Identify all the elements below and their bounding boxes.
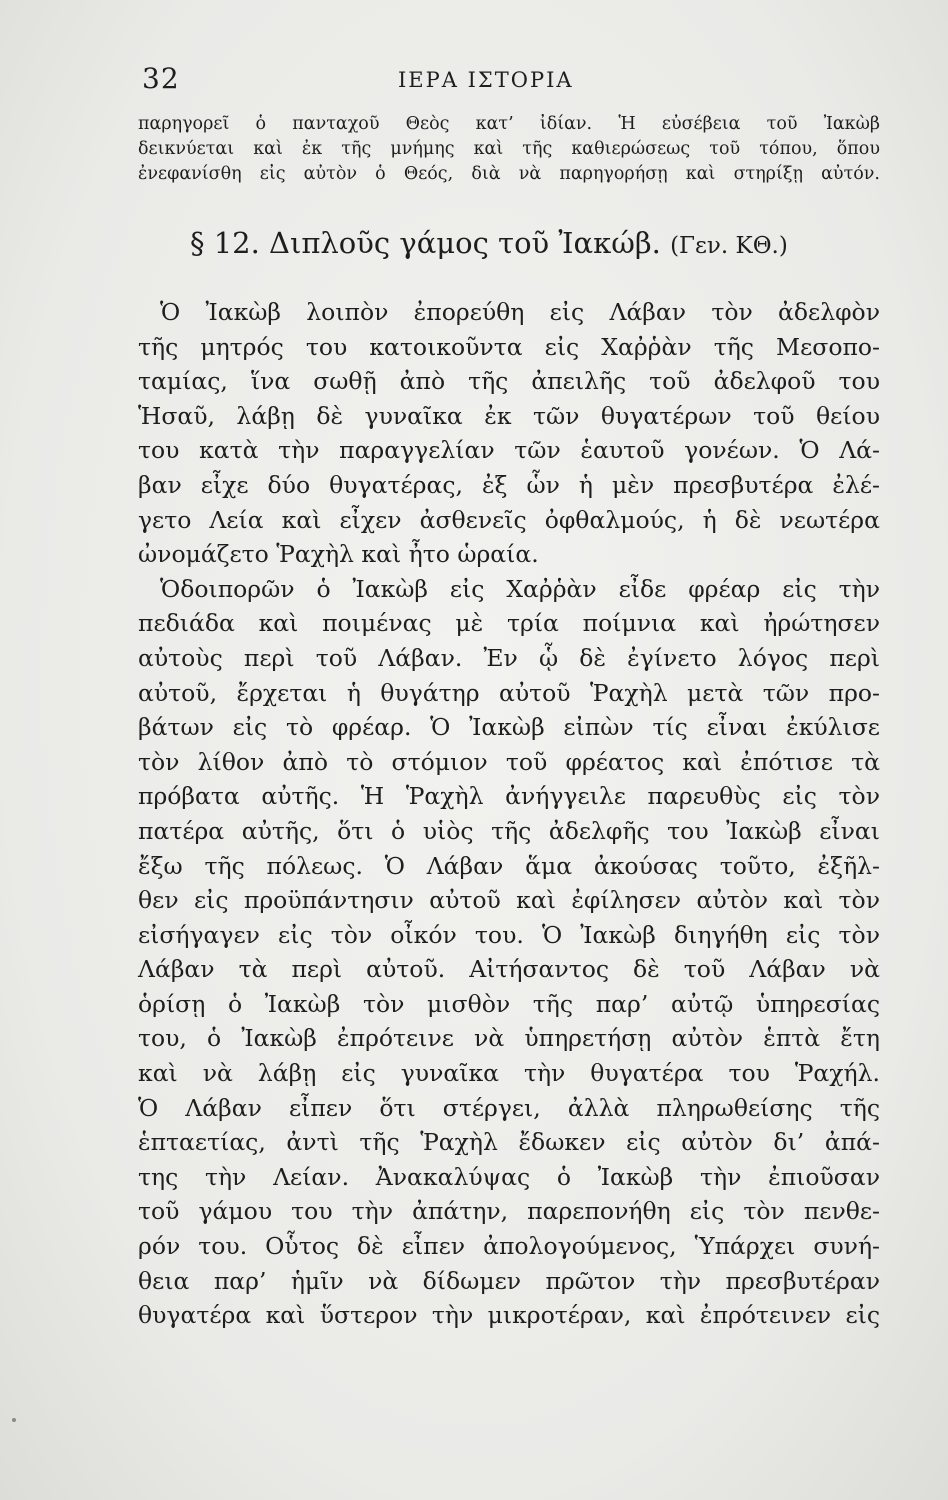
text-line: αὐτοὺς περὶ τοῦ Λάβαν. Ἐν ᾧ δὲ ἐγίνετο λόγος περὶ — [138, 643, 880, 672]
intro-line: ἐνεφανίσθη εἰς αὐτὸν ὁ Θεός, διὰ νὰ παρηγορήσῃ καὶ στηρίξῃ αὐτόν. — [138, 164, 880, 184]
text-line: Ὁ Λάβαν εἶπεν ὅτι στέργει, ἀλλὰ πληρωθείσης τῆς — [138, 1093, 880, 1122]
text-line: αὐτοῦ, ἔρχεται ἡ θυγάτηρ αὐτοῦ Ῥαχὴλ μετὰ τῶν προ- — [138, 678, 880, 707]
text-line: Ὁ Ἰακὼβ λοιπὸν ἐπορεύθη εἰς Λάβαν τὸν ἀδελφὸν — [160, 298, 880, 326]
text-line: ρόν του. Οὗτος δὲ εἶπεν ἀπολογούμενος, Ὑπάρχει συνή- — [138, 1232, 880, 1261]
page-header — [138, 62, 878, 102]
section-title: § 12. Διπλοῦς γάμος τοῦ Ἰακώβ. — [190, 226, 661, 260]
text-line: θεν εἰς προϋπάντησιν αὐτοῦ καὶ ἐφίλησεν αὐτὸν καὶ τὸν — [138, 886, 880, 915]
text-line: Λάβαν τὰ περὶ αὐτοῦ. Αἰτήσαντος δὲ τοῦ Λάβαν νὰ — [138, 955, 880, 984]
paper-speck — [12, 1418, 16, 1422]
section-reference: (Γεν. ΚΘ.) — [670, 233, 788, 259]
body-text — [138, 295, 880, 1333]
text-line: ὁρίσῃ ὁ Ἰακὼβ τὸν μισθὸν τῆς παρ’ αὐτῷ ὑπηρεσίας — [138, 989, 880, 1018]
page-number: 32 — [142, 62, 180, 95]
text-line: τὸν λίθον ἀπὸ τὸ στόμιον τοῦ φρέατος καὶ ἐπότισε τὰ — [138, 747, 880, 776]
intro-line: παρηγορεῖ ὁ πανταχοῦ Θεὸς κατ’ ἰδίαν. Ἡ εὐσέβεια τοῦ Ἰακὼβ — [138, 114, 880, 134]
intro-paragraph — [138, 112, 880, 187]
text-line: πατέρα αὐτῆς, ὅτι ὁ υἱὸς τῆς ἀδελφῆς του Ἰακὼβ εἶναι — [138, 816, 880, 845]
text-line: ἑπταετίας, ἀντὶ τῆς Ῥαχὴλ ἔδωκεν εἰς αὐτὸν δι’ ἀπά- — [138, 1128, 880, 1157]
text-line: καὶ νὰ λάβῃ εἰς γυναῖκα τὴν θυγατέρα του Ῥαχήλ. — [138, 1059, 880, 1088]
text-line: βάτων εἰς τὸ φρέαρ. Ὁ Ἰακὼβ εἰπὼν τίς εἶναι ἐκύλισε — [138, 713, 880, 742]
text-line: Ἡσαῦ, λάβῃ δὲ γυναῖκα ἐκ τῶν θυγατέρων τοῦ θείου — [138, 401, 880, 430]
text-line: τῆς μητρός του κατοικοῦντα εἰς Χαῤῥὰν τῆς Μεσοπο- — [138, 332, 880, 361]
intro-line: δεικνύεται καὶ ἐκ τῆς μνήμης καὶ τῆς καθιερώσεως τοῦ τόπου, ὅπου — [138, 139, 880, 159]
text-line: εἰσήγαγεν εἰς τὸν οἶκόν του. Ὁ Ἰακὼβ διηγήθη εἰς τὸν — [138, 920, 880, 949]
text-line: του κατὰ τὴν παραγγελίαν τῶν ἑαυτοῦ γονέων. Ὁ Λά- — [138, 436, 880, 465]
text-line: της τὴν Λείαν. Ἀνακαλύψας ὁ Ἰακὼβ τὴν ἐπιοῦσαν — [138, 1162, 880, 1191]
text-line: ὠνομάζετο Ῥαχὴλ καὶ ἦτο ὡραία. — [138, 540, 539, 569]
text-line: ταμίας, ἵνα σωθῇ ἀπὸ τῆς ἀπειλῆς τοῦ ἀδελφοῦ του — [138, 367, 880, 396]
text-line: ἔξω τῆς πόλεως. Ὁ Λάβαν ἅμα ἀκούσας τοῦτο, ἐξῆλ- — [138, 851, 880, 880]
running-title: ΙΕΡΑ ΙΣΤΟΡΙΑ — [398, 68, 574, 92]
text-line: του, ὁ Ἰακὼβ ἐπρότεινε νὰ ὑπηρετήσῃ αὐτὸν ἑπτὰ ἔτη — [138, 1024, 880, 1053]
text-line: πρόβατα αὐτῆς. Ἡ Ῥαχὴλ ἀνήγγειλε παρευθὺς εἰς τὸν — [138, 782, 880, 811]
text-line: Ὁδοιπορῶν ὁ Ἰακὼβ εἰς Χαῤῥὰν εἶδε φρέαρ εἰς τὴν — [160, 574, 880, 603]
text-line: βαν εἶχε δύο θυγατέρας, ἐξ ὧν ἡ μὲν πρεσβυτέρα ἐλέ- — [138, 470, 880, 499]
section-heading — [190, 226, 830, 260]
text-line: θυγατέρα καὶ ὕστερον τὴν μικροτέραν, καὶ ἐπρότεινεν εἰς — [138, 1301, 880, 1330]
text-line: πεδιάδα καὶ ποιμένας μὲ τρία ποίμνια καὶ ἠρώτησεν — [138, 609, 880, 638]
text-line: τοῦ γάμου του τὴν ἀπάτην, παρεπονήθη εἰς τὸν πενθε- — [138, 1197, 880, 1226]
text-line: γετο Λεία καὶ εἶχεν ἀσθενεῖς ὀφθαλμούς, ἡ δὲ νεωτέρα — [138, 505, 880, 534]
text-line: θεια παρ’ ἡμῖν νὰ δίδωμεν πρῶτον τὴν πρεσβυτέραν — [138, 1266, 880, 1295]
